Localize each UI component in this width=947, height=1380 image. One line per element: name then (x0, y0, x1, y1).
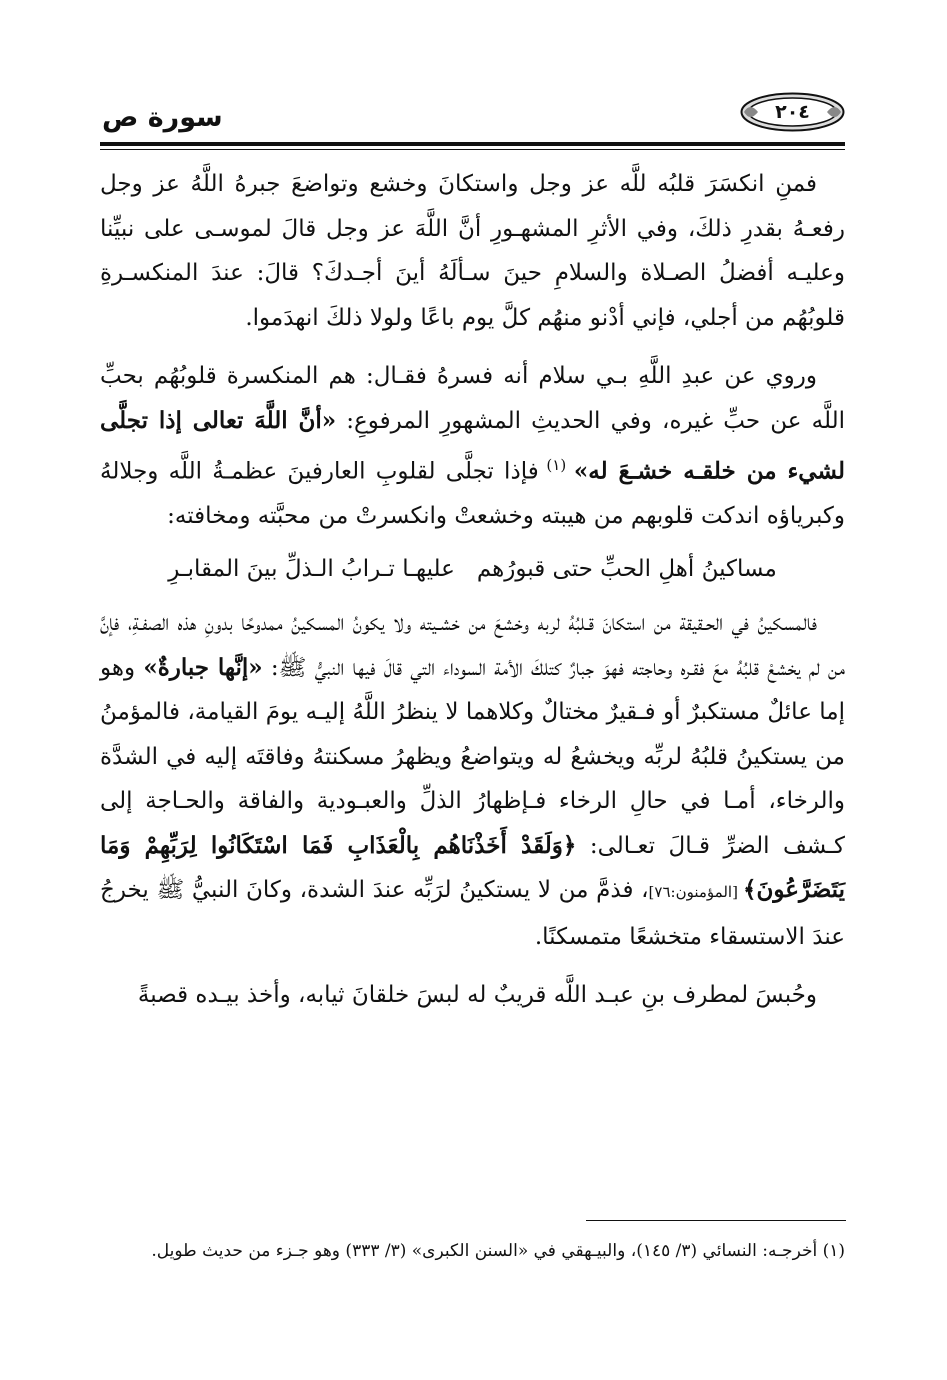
main-text (100, 162, 845, 1032)
footnote-divider (586, 1220, 846, 1221)
footnote: (١) أخرجـه: النسائي (٣/ ١٤٥)، والبيـهقي في «السنن الكبرى» (٣/ ٣٣٣) وهو جـزء من حديث طويل. (151, 1241, 845, 1261)
page-number-badge (740, 92, 845, 132)
paragraph-text: فالمسكينُ في الحـقيقة من استكانَ قـلبُهُ لربه وخشعَ من خشـيته ولا يكونُ المسكينُ ممدوحًا بدونِ هذه الصفـةِ، فإنَّ من لم يخشعْ قلبُهُ معَ فقـره وحاجته فهوَ جبارٌ كتلكَ الأمة السوداء التي قالَ فيها النبيُّ ﷺ: (100, 610, 845, 681)
paragraph (100, 354, 845, 539)
paragraph-text: فإذا تجلَّى لقلوبِ العارفينَ عظمـةُ اللَّه وجلالهُ وكبرياؤه اندكت قلوبهم من هيبته وخشعتْ وانكسرتْ من محبَّته ومخافته: (100, 458, 845, 530)
quran-verse: ﴿وَلَقَدْ أَخَذْنَاهُم بِالْعَذَابِ فَمَا اسْتَكَانُوا لِرَبِّهِمْ وَمَا يَتَضَرَّعُونَ﴾ (100, 831, 845, 904)
paragraph-text: وروي عن عبدِ اللَّهِ بـي سلام أنه فسرهُ فقـال: هم المنكسرة قلوبُهُم بحبِّ اللَّه عن حبِّ غيره، وفي الحديثِ المشهورِ المرفوعِ: (100, 363, 845, 434)
verse-first-hemistich: مساكينُ أهلِ الحبِّ حتى قبورُهم (476, 555, 777, 582)
paragraph-text: ، فذمَّ من لا يستكينُ لرَبِّه عندَ الشدة، وكانَ النبيُّ ﷺ يخرجُ عندَ الاستسقاء متخشعًا متمسكنًا. (100, 877, 845, 950)
header-divider (100, 142, 845, 150)
footnote-marker: (١) (538, 456, 574, 474)
verse-reference: [المؤمنون:٧٦] (648, 883, 744, 902)
hadith-quote: «إنَّها جبارةٌ» (143, 653, 263, 681)
surah-title: سورة ص (102, 102, 223, 133)
paragraph: فمنِ انكسَرَ قلبُه للَّه عز وجل واستكانَ وخشع وتواضعَ جبرهُ اللَّهُ عز وجل رفعـهُ بقدرِ ذلكَ، وفي الأثرِ المشهـورِ أنَّ اللَّهَ عز وجل قالَ لموسـى على نبيِّنا وعليـه أفضلُ الصـلاة والسلامِ حينَ سـألَهُ أينَ أجـدكَ؟ قالَ: عندَ المنكسـرةِ قلوبُهُم من أجلي، فإني أدْنو منهُم كلَّ يوم باعًا ولولا ذلكَ انهدَموا. (100, 171, 845, 331)
paragraph (100, 601, 845, 959)
paragraph: وحُبسَ لمطرف بنِ عبـد اللَّه قريبٌ له لبسَ خلقانَ ثيابه، وأخذ بيـده قصبةً (137, 982, 817, 1009)
paragraph-text: وهو إما عائلٌ مستكبرٌ أو فـقيرٌ مختالٌ وكلاهما لا ينظرُ اللَّهُ إليـه يومَ القيامة، فالمؤمنُ من يستكينُ قلبُهُ لربِّه ويخشعُ له ويتواضعُ ويظهرُ مسكنتهُ وفاقتَه إليه في الشدَّة والرخاء، أمـا في حالِ الرخاء فـإظهارُ الذلِّ والعبـودية والفاقة والحـاجة إلى كـشف الضرِّ قـالَ تعـالى: (100, 654, 845, 859)
page-header (100, 92, 845, 144)
poetry-verse (100, 547, 845, 592)
page-number: ٢٠٤ (775, 101, 810, 123)
verse-second-hemistich: عليهـا تـرابُ الـذلِّ بينَ المقابـرِ (168, 555, 455, 582)
hadith-quote: «أنَّ اللَّهَ تعالى إذا تجلَّى لشيء من خلقـه خشـعَ له» (100, 406, 845, 485)
